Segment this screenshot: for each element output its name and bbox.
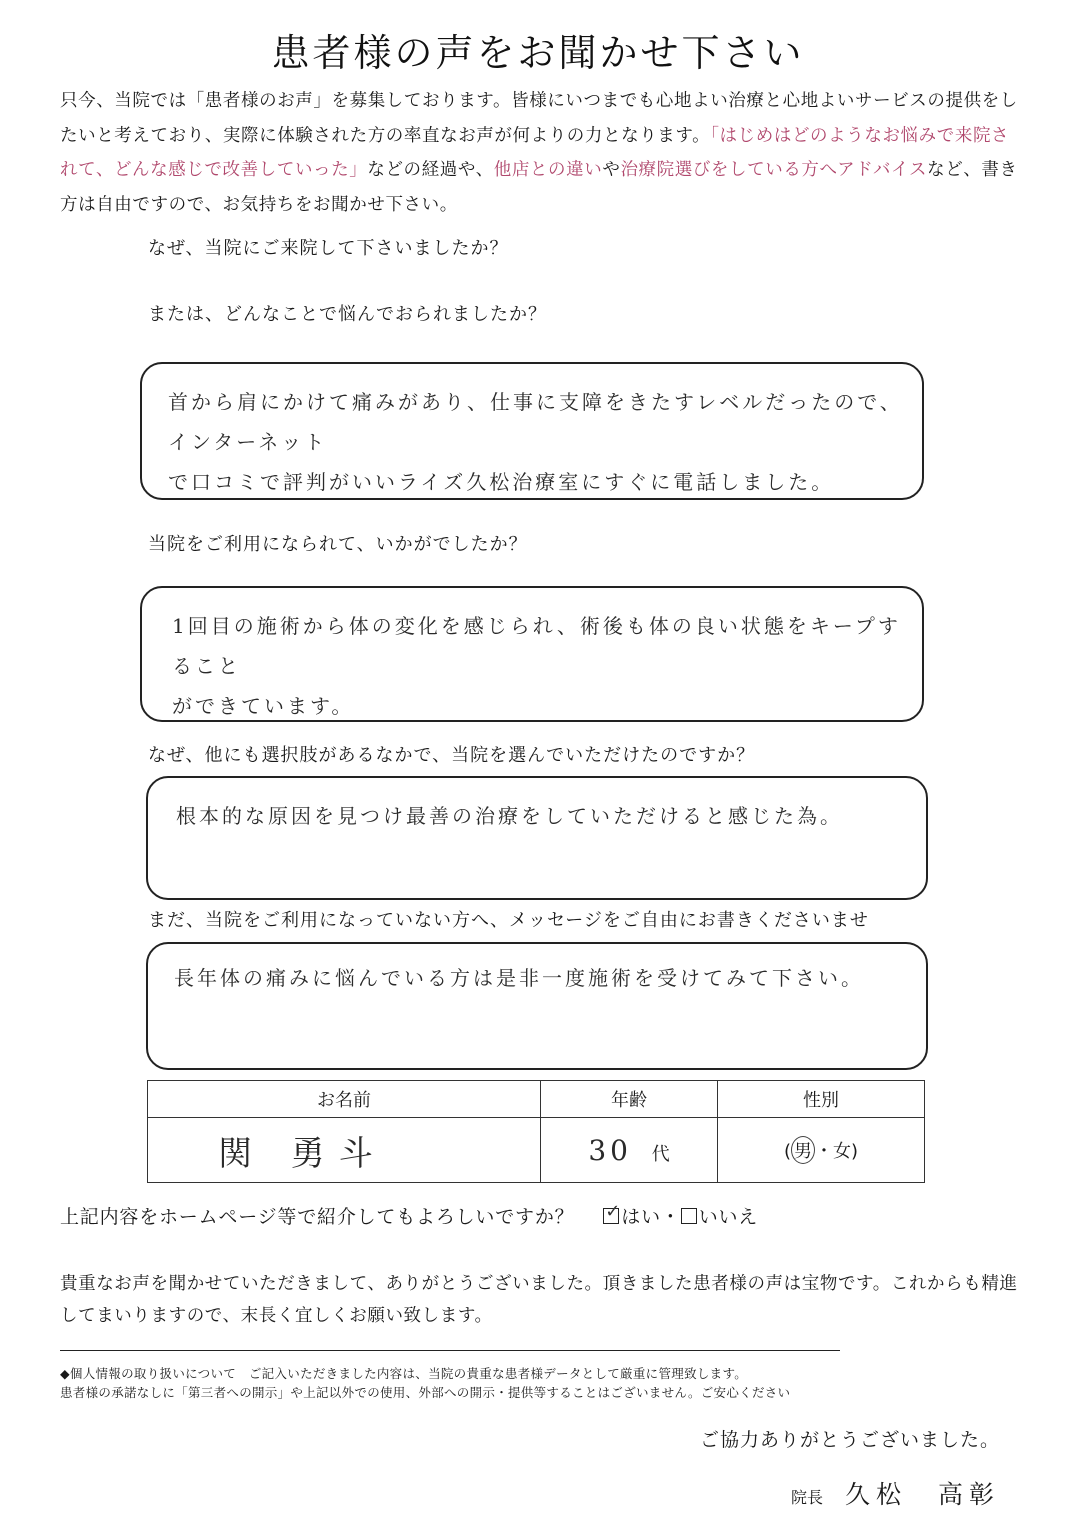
gender-label: 性別 bbox=[718, 1081, 925, 1118]
answer-line: 1回目の施術から体の変化を感じられ、術後も体の良い状態をキープすること bbox=[172, 614, 901, 678]
question-why-visit: なぜ、当院にご来院して下さいましたか？ bbox=[148, 238, 509, 259]
privacy-line: 患者様の承諾なしに「第三者への開示」や上記以外での使用、外部への開示・提供等することはございません。ご安心ください bbox=[60, 1385, 791, 1400]
intro-paragraph bbox=[60, 84, 1020, 222]
answer-text-message: 長年体の痛みに悩んでいる方は是非一度施術を受けてみて下さい。 bbox=[174, 966, 864, 990]
question-why-choose: なぜ、他にも選択肢があるなかで、当院を選んでいただけたのですか？ bbox=[148, 745, 756, 766]
answer-text-reason bbox=[168, 382, 908, 502]
age-label: 年齢 bbox=[541, 1081, 718, 1118]
intro-highlight-improvement: 「はじめはどのようなお悩みで来院されて、どんな感じで改善していった」 bbox=[60, 125, 1010, 180]
closing-message: ご協力ありがとうございました。 bbox=[699, 1429, 1000, 1451]
answer-box-message bbox=[146, 942, 928, 1070]
answer-text-experience bbox=[172, 606, 912, 726]
intro-highlight-difference: 他店との違い bbox=[493, 160, 603, 180]
privacy-notice bbox=[60, 1364, 790, 1402]
gender-cell: ( 男 ・女) bbox=[718, 1118, 925, 1183]
intro-text: や bbox=[602, 160, 621, 180]
gender-male-selected: 男 bbox=[791, 1136, 815, 1164]
answer-text-choice: 根本的な原因を見つけ最善の治療をしていただけると感じた為。 bbox=[176, 804, 843, 828]
answer-line: ができています。 bbox=[172, 694, 355, 718]
age-cell bbox=[541, 1118, 718, 1183]
thanks-paragraph: 貴重なお声を聞かせていただきまして、ありがとうございました。頂きました患者様の声は宝物です。これからも精進してまいりますので、末長く宜しくお願い致します。 bbox=[60, 1274, 1018, 1326]
gender-separator: ・ bbox=[815, 1141, 833, 1162]
checkmark-icon: ✓ bbox=[605, 1201, 622, 1222]
privacy-line: ◆個人情報の取り扱いについて ご記入いただきました内容は、当院の貴重な患者様データとして厳重に管理致します。 bbox=[60, 1366, 748, 1381]
question-message: まだ、当院をご利用になっていない方へ、メッセージをご自由にお書きくださいませ bbox=[148, 910, 869, 931]
signature bbox=[791, 1475, 1000, 1511]
consent-no-checkbox[interactable] bbox=[681, 1208, 697, 1224]
consent-row bbox=[60, 1202, 758, 1229]
gender-female: 女 bbox=[833, 1141, 851, 1162]
name-value: 関 勇斗 bbox=[218, 1133, 387, 1174]
intro-text: 只今、当院では「患者様のお声」を募集しております。皆様にいつまでも心地よい治療と心地よいサービスの提供をしたいと考えており、実際に体験された方の率直なお声が何よりの力となります。 bbox=[60, 91, 1018, 146]
divider bbox=[60, 1350, 840, 1351]
consent-yes-checkbox[interactable] bbox=[603, 1201, 622, 1224]
intro-highlight-advice: 治療院選びをしている方へアドバイス bbox=[620, 160, 928, 180]
signature-role: 院長 bbox=[790, 1488, 823, 1507]
patient-info-table bbox=[147, 1080, 925, 1183]
intro-text: などの経過や、 bbox=[367, 160, 494, 180]
consent-options bbox=[603, 1201, 759, 1228]
consent-no-label: いいえ bbox=[698, 1206, 759, 1228]
page-title: 患者様の声をお聞かせ下さい bbox=[271, 31, 805, 75]
answer-box-choice bbox=[146, 776, 928, 900]
age-value: 30 bbox=[588, 1133, 632, 1167]
name-cell bbox=[148, 1118, 541, 1183]
question-experience: 当院をご利用になられて、いかがでしたか？ bbox=[148, 534, 528, 555]
name-label: お名前 bbox=[148, 1081, 541, 1118]
consent-yes-label: はい bbox=[621, 1206, 661, 1228]
intro-text: など、書き方は自由ですので、お気持ちをお聞かせ下さい。 bbox=[60, 160, 1018, 215]
answer-box-reason bbox=[140, 362, 924, 500]
answer-line: で口コミで評判がいいライズ久松治療室にすぐに電話しました。 bbox=[168, 470, 835, 494]
answer-line: 首から肩にかけて痛みがあり、仕事に支障をきたすレベルだったので、インターネット bbox=[168, 390, 903, 454]
table-row bbox=[148, 1118, 925, 1183]
consent-question: 上記内容をホームページ等で紹介してもよろしいですか？ bbox=[60, 1206, 575, 1228]
question-concern: または、どんなことで悩んでおられましたか？ bbox=[148, 304, 547, 325]
age-suffix: 代 bbox=[651, 1143, 670, 1165]
consent-separator: ・ bbox=[660, 1206, 681, 1228]
answer-box-experience bbox=[140, 586, 924, 722]
signature-name: 久松 高彰 bbox=[844, 1480, 1000, 1509]
table-header-row bbox=[148, 1081, 925, 1118]
